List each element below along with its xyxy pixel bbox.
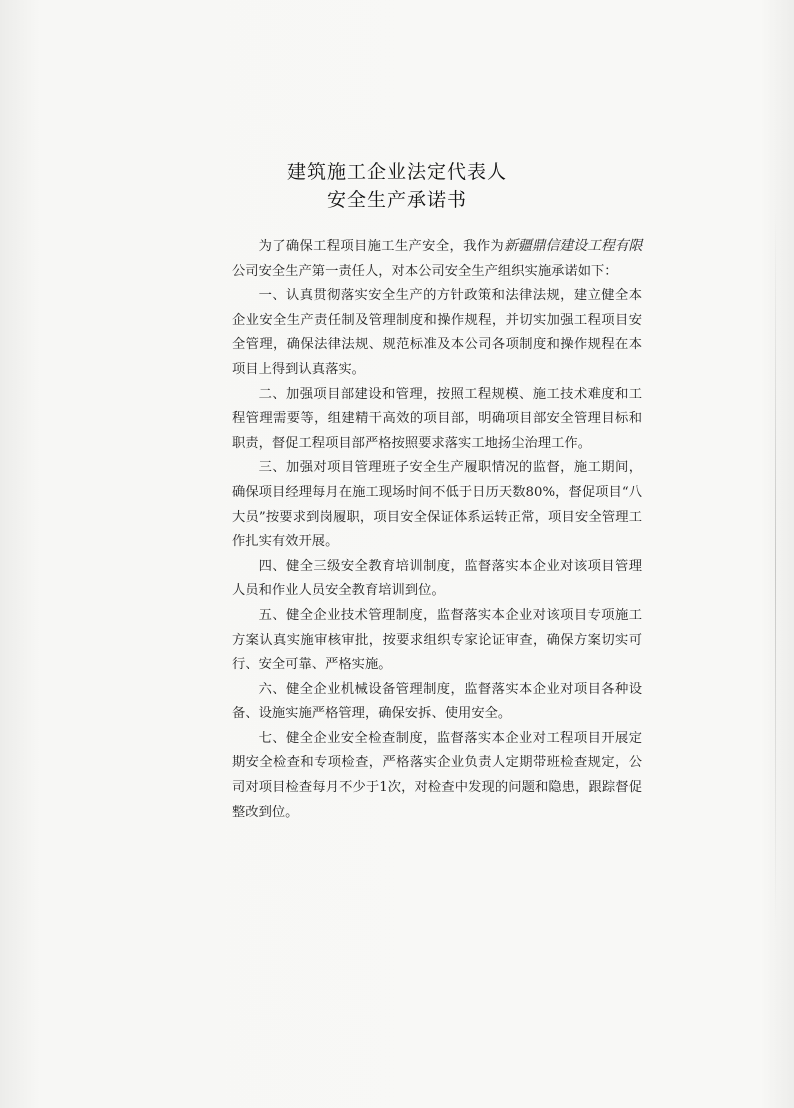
commitment-paragraph-5: 五、健全企业技术管理制度，监督落实本企业对该项目专项施工方案认真实施审核审批，按要求组织专家论证审查，确保方案切实可行、安全可靠、严格实施。 [232,607,642,673]
commitment-paragraph-6: 六、健全企业机械设备管理制度，监督落实本企业对项目各种设备、设施实施严格管理，确保安拆、使用安全。 [232,681,642,722]
document-title-line-2: 安全生产承诺书 [326,189,467,211]
commitment-paragraph-7: 七、健全企业安全检查制度，监督落实本企业对工程项目开展定期安全检查和专项检查，严格落实企业负责人定期带班检查规定，公司对项目检查每月不少于1次，对检查中发现的问题和隐患，跟踪督促整改到位。 [232,730,642,820]
commitment-paragraph-3: 三、加强对项目管理班子安全生产履职情况的监督，施工期间，确保项目经理每月在施工现场时间不低于日历天数80%，督促项目“八大员”按要求到岗履职，项目安全保证体系运转正常，项目安全管理工作扎实有效开展。 [232,460,642,550]
commitment-paragraph-2: 二、加强项目部建设和管理，按照工程规模、施工技术难度和工程管理需要等，组建精干高效的项目部，明确项目部安全管理目标和职责，督促工程项目部严格按照要求落实工地扬尘治理工作。 [232,386,642,451]
commitment-paragraph-4: 四、健全三级安全教育培训制度，监督落实本企业对该项目管理人员和作业人员安全教育培训到位。 [232,558,642,599]
scan-artifact-line [775,210,776,930]
intro-paragraph [232,234,642,284]
document-title-line-1: 建筑施工企业法定代表人 [286,161,507,183]
intro-after-company: 公司安全生产第一责任人，对本公司安全生产组织实施承诺如下： [232,263,618,279]
document-body [232,234,642,825]
handwritten-company-name: 新疆鼎信建设工程有限 [503,238,643,254]
commitment-paragraph-1: 一、认真贯彻落实安全生产的方针政策和法律法规，建立健全本企业安全生产责任制及管理制度和操作规程，并切实加强工程项目安全管理，确保法律法规、规范标准及本公司各项制度和操作规程在本项目上得到认真落实。 [232,288,642,377]
intro-before-company: 为了确保工程项目施工生产安全，我作为 [258,239,504,254]
